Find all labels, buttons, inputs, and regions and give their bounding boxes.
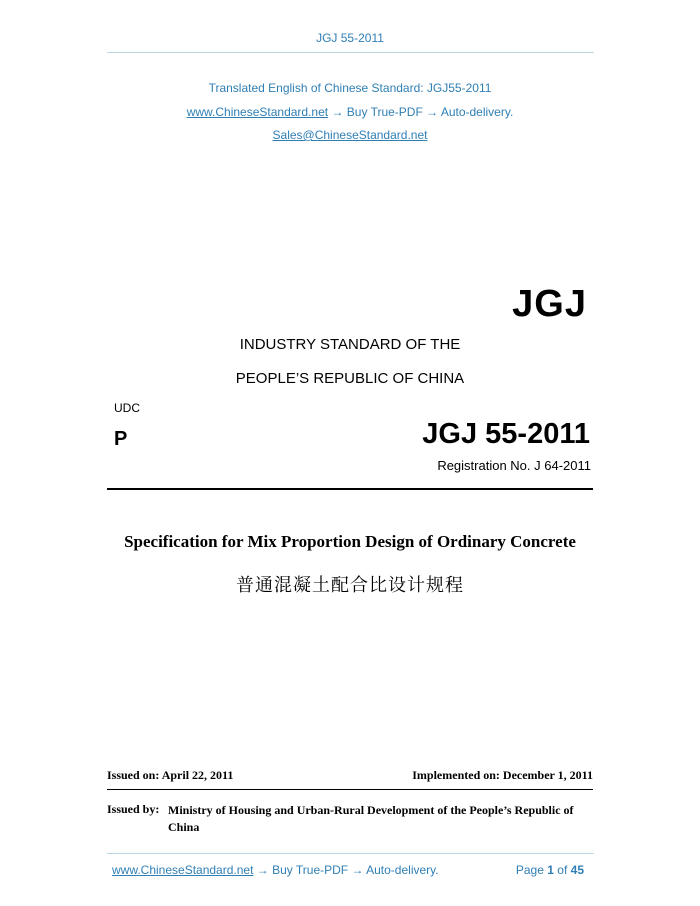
document-title-en: Specification for Mix Proportion Design of Ordinary Concrete <box>124 532 576 551</box>
page-current: 1 <box>547 863 554 877</box>
registration-number: Registration No. J 64-2011 <box>437 458 591 473</box>
sales-row <box>0 128 700 142</box>
issue-rule <box>107 789 593 790</box>
buy-text: → Buy True-PDF → Auto-delivery. <box>331 105 514 119</box>
footer-link-row <box>112 863 439 877</box>
jgj-mark: JGJ <box>512 283 587 325</box>
standard-code: JGJ 55-2011 <box>422 418 590 450</box>
classification-letter: P <box>114 428 128 450</box>
intro-link-row <box>0 105 700 119</box>
footer-site-link[interactable]: www.ChineseStandard.net <box>112 863 254 877</box>
industry-line-2: PEOPLE’S REPUBLIC OF CHINA <box>235 370 465 387</box>
page-total: 45 <box>570 863 584 877</box>
translation-note: Translated English of Chinese Standard: JGJ55-2011 <box>208 81 492 95</box>
footer-divider <box>107 853 594 854</box>
page-of: of <box>557 863 568 877</box>
document-title-cn: 普通混凝土配合比设计规程 <box>236 575 464 595</box>
udc-label: UDC <box>114 401 140 415</box>
issued-by-label: Issued by: <box>107 802 160 816</box>
cover-rule <box>107 488 593 490</box>
footer-buy-text: → Buy True-PDF → Auto-delivery. <box>256 863 439 877</box>
page-label: Page <box>515 863 544 877</box>
implemented-on: Implemented on: December 1, 2011 <box>412 768 593 782</box>
sales-email-link[interactable]: Sales@ChineseStandard.net <box>272 128 428 142</box>
header-title: JGJ 55-2011 <box>316 31 384 45</box>
site-link[interactable]: www.ChineseStandard.net <box>186 105 329 119</box>
issued-by-text: Ministry of Housing and Urban-Rural Development of the People’s Republic of China <box>168 803 574 834</box>
header-divider <box>107 52 594 53</box>
industry-line-1: INDUSTRY STANDARD OF THE <box>239 336 461 353</box>
page-indicator <box>516 863 584 877</box>
issued-on: Issued on: April 22, 2011 <box>107 768 234 782</box>
